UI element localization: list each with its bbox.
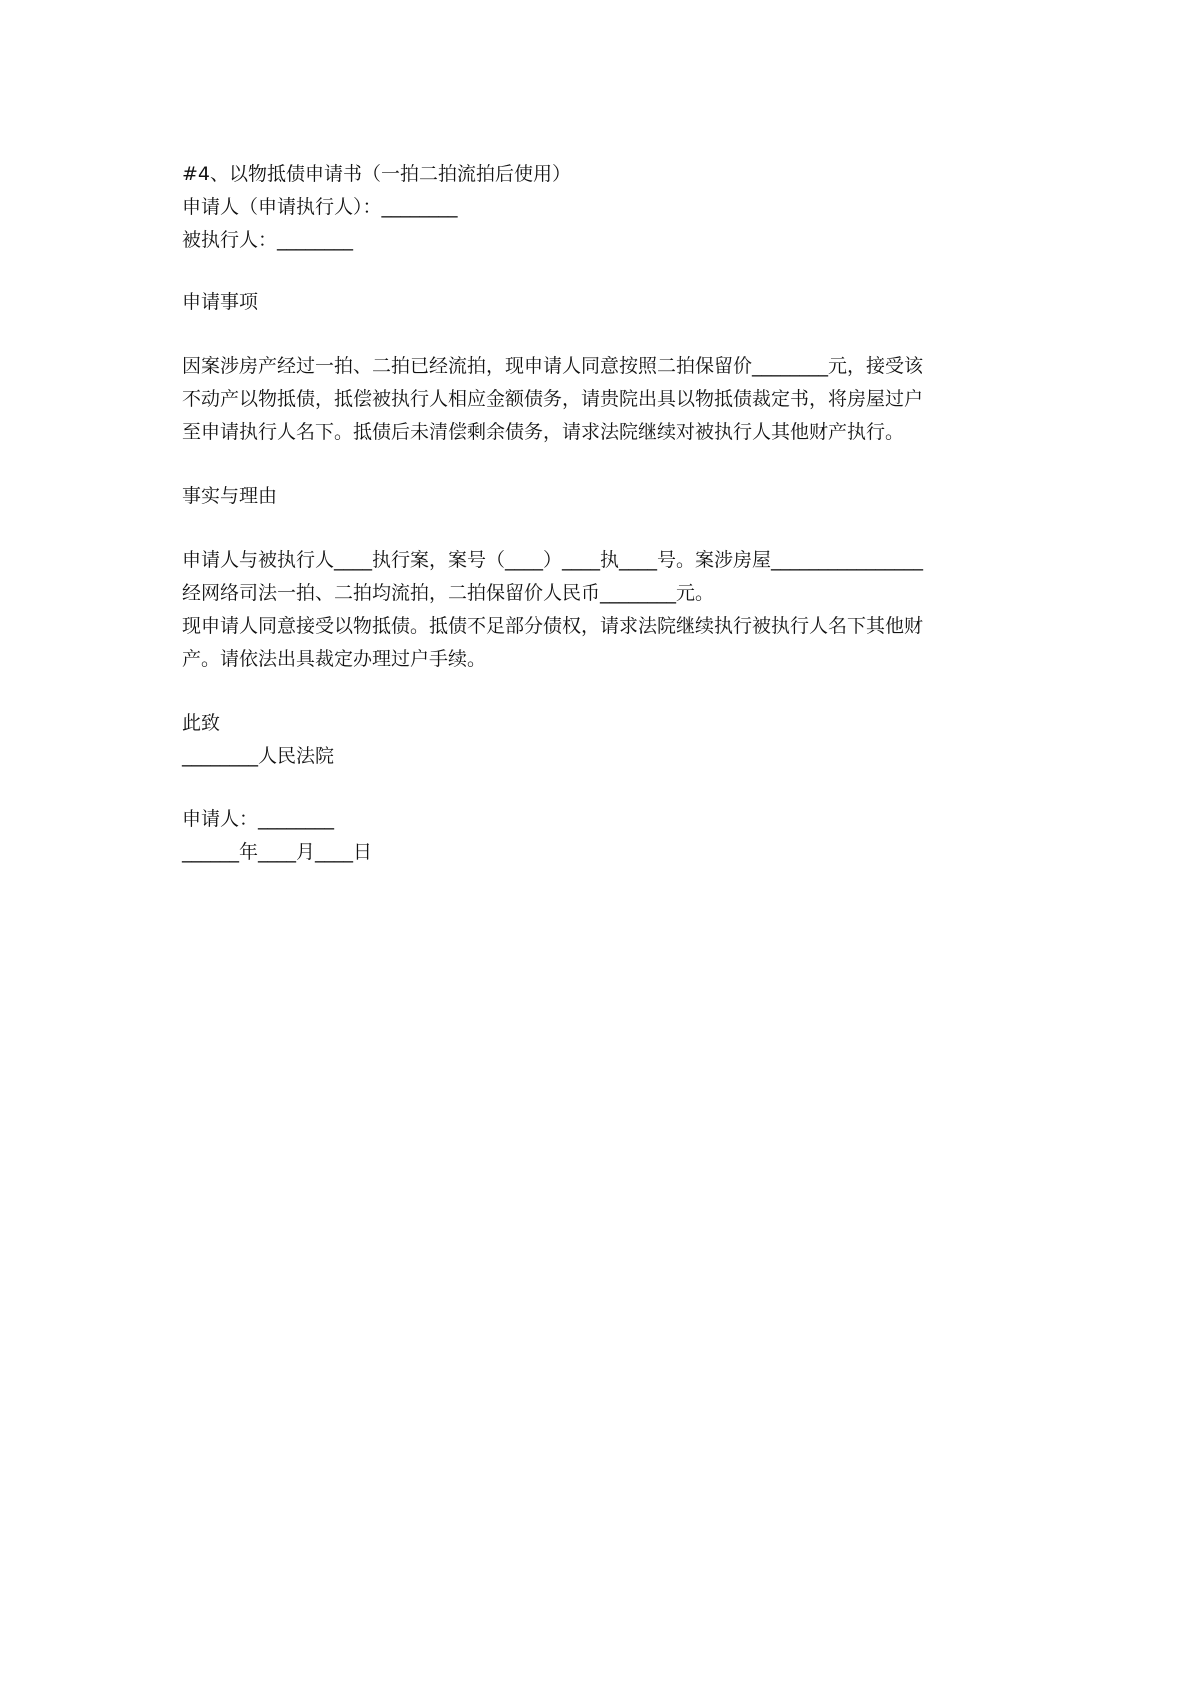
- spacer: [182, 257, 1022, 286]
- spacer: [182, 676, 1022, 707]
- request-line-1: 因案涉房产经过一拍、二拍已经流拍，现申请人同意按照二拍保留价________元，接受该: [182, 355, 924, 377]
- respondent-line: 被执行人：________: [182, 229, 354, 251]
- date-line: ______年____月____日: [182, 841, 373, 863]
- facts-line-3: 现申请人同意接受以物抵债。抵债不足部分债权，请求法院继续执行被执行人名下其他财: [182, 615, 924, 637]
- spacer: [182, 513, 1022, 544]
- request-line-3: 至申请执行人名下。抵债后未清偿剩余债务，请求法院继续对被执行人其他财产执行。: [182, 421, 905, 443]
- spacer: [182, 449, 1022, 480]
- facts-line-4: 产。请依法出具裁定办理过户手续。: [182, 648, 487, 670]
- applicant-line: 申请人（申请执行人）：________: [182, 196, 458, 218]
- signature-line: 申请人：________: [182, 808, 335, 830]
- document-page: [182, 158, 1022, 869]
- facts-line-2: 经网络司法一拍、二拍均流拍，二拍保留价人民币________元。: [182, 582, 715, 604]
- court-line: ________人民法院: [182, 745, 335, 767]
- facts-line-1: 申请人与被执行人____执行案，案号（____）____执____号。案涉房屋________________: [182, 549, 924, 571]
- document-title: #4、以物抵债申请书（一拍二拍流拍后使用）: [182, 163, 572, 185]
- facts-heading: 事实与理由: [182, 485, 278, 507]
- request-heading: 申请事项: [182, 291, 259, 313]
- request-line-2: 不动产以物抵债，抵偿被执行人相应金额债务，请贵院出具以物抵债裁定书，将房屋过户: [182, 388, 924, 410]
- salutation: 此致: [182, 712, 221, 734]
- spacer: [182, 773, 1022, 803]
- spacer: [182, 319, 1022, 350]
